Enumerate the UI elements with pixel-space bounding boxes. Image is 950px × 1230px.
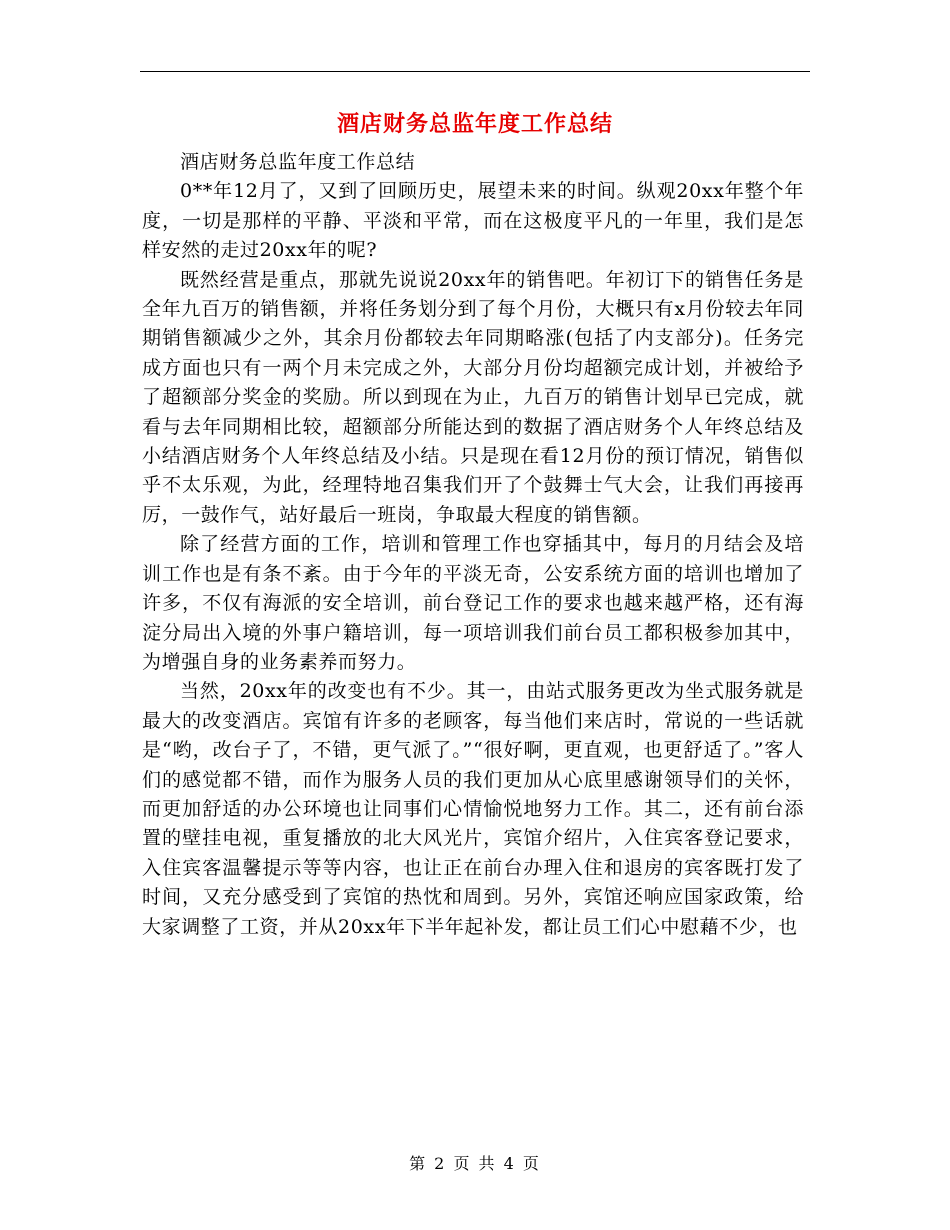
page-number-footer: 第 2 页 共 4 页 xyxy=(409,1154,541,1173)
body-paragraph: 0**年12月了，又到了回顾历史，展望未来的时间。纵观20xx年整个年度，一切是那样的平静、平淡和平常，而在这极度平凡的一年里，我们是怎样安然的走过20xx年的呢? xyxy=(142,180,804,262)
body-paragraph: 既然经营是重点，那就先说说20xx年的销售吧。年初订下的销售任务是全年九百万的销售额，并将任务划分到了每个月份，大概只有x月份较去年同期销售额减少之外，其余月份都较去年同期略涨(包括了内支部分)。任务完成方面也只有一两个月未完成之外，大部分月份均超额完成计划，并被给予了超额部分奖金的奖励。所以到现在为止，九百万的销售计划早已完成，就看与去年同期相比较，超额部分所能达到的数据了酒店财务个人年终总结及小结酒店财务个人年终总结及小结。只是现在看12月份的预订情况，销售似乎不太乐观，为此，经理特地召集我们开了个鼓舞士气大会，让我们再接再厉，一鼓作气，站好最后一班岗，争取最大程度的销售额。 xyxy=(142,268,804,526)
header-rule xyxy=(140,71,810,72)
body-paragraph: 除了经营方面的工作，培训和管理工作也穿插其中，每月的月结会及培训工作也是有条不紊。由于今年的平淡无奇，公安系统方面的培训也增加了许多，不仅有海派的安全培训，前台登记工作的要求也越来越严格，还有海淀分局出入境的外事户籍培训，每一项培训我们前台员工都积极参加其中，为增强自身的业务素养而努力。 xyxy=(142,533,804,673)
document-title: 酒店财务总监年度工作总结 xyxy=(336,111,613,137)
body-paragraph: 酒店财务总监年度工作总结 xyxy=(180,151,416,173)
body-paragraph: 当然，20xx年的改变也有不少。其一，由站式服务更改为坐式服务就是最大的改变酒店。宾馆有许多的老顾客，每当他们来店时，常说的一些话就是“哟，改台子了，不错，更气派了。”“很好啊，更直观，也更舒适了。”客人们的感觉都不错，而作为服务人员的我们更加从心底里感谢领导们的关怀，而更加舒适的办公环境也让同事们心情愉悦地努力工作。其二，还有前台添置的壁挂电视，重复播放的北大风光片，宾馆介绍片，入住宾客登记要求，入住宾客温馨提示等等内容，也让正在前台办理入住和退房的宾客既打发了时间，又充分感受到了宾馆的热忱和周到。另外，宾馆还响应国家政策，给大家调整了工资，并从20xx年下半年起补发，都让员工们心中慰藉不少，也 xyxy=(142,680,804,938)
document-body xyxy=(142,148,804,942)
